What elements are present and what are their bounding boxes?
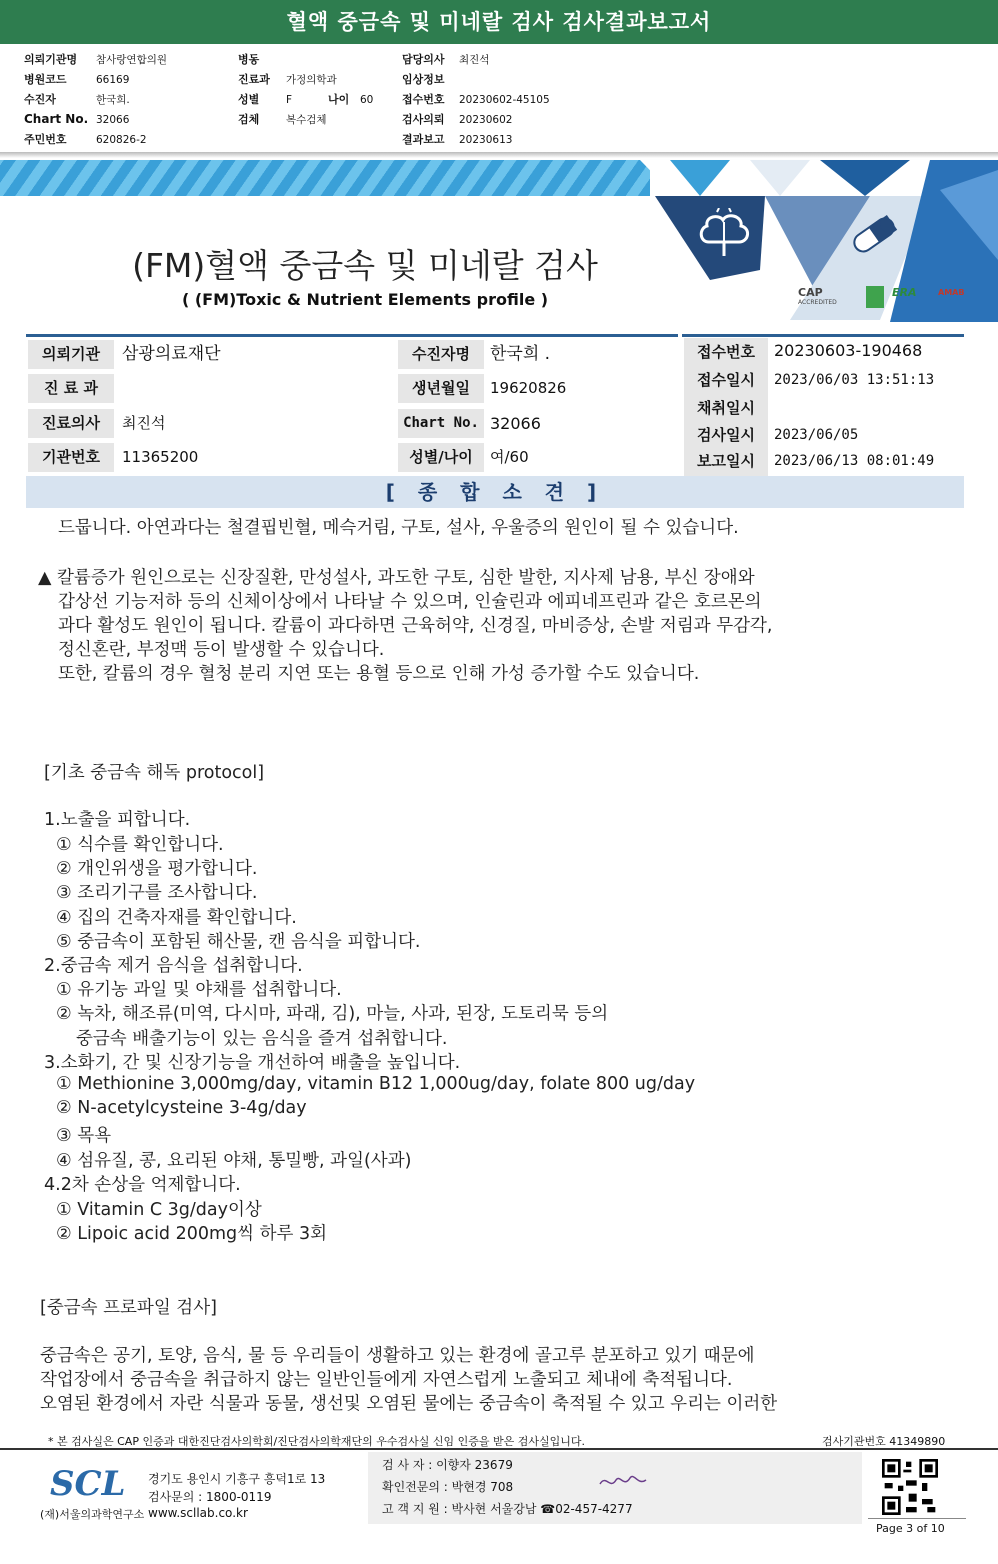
value-report-date: 20230613: [459, 134, 513, 146]
label-receipt-datetime: 접수일시: [684, 366, 768, 395]
body-line: 작업장에서 중금속을 취급하지 않는 일반인들에게 자연스럽게 노출되고 체내에 축적됩니다.: [40, 1370, 733, 1390]
label-patient: 수진자: [24, 93, 56, 106]
report-title: (FM)혈액 중금속 및 미네랄 검사: [132, 246, 598, 285]
era-logo: ERA: [892, 286, 917, 299]
amab-logo: AMAB: [938, 288, 965, 297]
body-line: 2.중금속 제거 음식을 섭취합니다.: [44, 956, 303, 976]
value-chart-no: 32066: [96, 114, 130, 126]
body-line: ② N-acetylcysteine 3-4g/day: [56, 1098, 307, 1118]
scl-logo: SCL: [50, 1464, 126, 1504]
label-chart: Chart No.: [398, 409, 484, 438]
value-receipt-number: 20230603-190468: [774, 341, 923, 360]
top-info-col2: [238, 50, 373, 130]
page-number-rule: [868, 1518, 966, 1519]
body-line: 과다 활성도 원인이 됩니다. 칼륨이 과다하면 근육허약, 신경질, 마비증상, 손발 저림과 무감각,: [58, 616, 773, 636]
label-request-date: 검사의뢰: [402, 113, 445, 126]
cap-logo-text: CAP: [798, 286, 823, 299]
footer-tester: 검 사 자 : 이향자 23679: [382, 1458, 513, 1472]
value-requester: 참사랑연합의원: [96, 54, 168, 66]
value-doctor: 최진석: [459, 54, 490, 66]
value-dept: 가정의학과: [286, 74, 337, 86]
body-line: 중금속 배출기능이 있는 음식을 즐겨 섭취합니다.: [76, 1029, 448, 1049]
report-subtitle: ( (FM)Toxic & Nutrient Elements profile ): [181, 290, 549, 309]
footer-lab-number: 검사기관번호 41349890: [822, 1435, 946, 1448]
body-line: ① Methionine 3,000mg/day, vitamin B12 1,000ug/day, folate 800 ug/day: [56, 1074, 696, 1094]
footer-address: 경기도 용인시 기흥구 흥덕1로 13: [148, 1472, 326, 1486]
section-heading-protocol: [기초 중금속 해독 protocol]: [44, 763, 265, 783]
label-receipt-no: 접수번호: [402, 93, 445, 106]
label-dept: 진료과: [238, 73, 270, 86]
label-dob: 생년월일: [398, 374, 484, 403]
value-patient: 한국희.: [96, 94, 130, 106]
value-request-date: 20230602: [459, 114, 513, 126]
value-patient-name: 한국희 .: [490, 344, 551, 364]
report-banner-title: 혈액 중금속 및 미네랄 검사 검사결과보고서: [0, 0, 998, 44]
footer-org-name: (재)서울의과학연구소: [40, 1508, 145, 1521]
label-doctor: 담당의사: [402, 53, 445, 66]
label-institution-no: 기관번호: [28, 443, 114, 472]
value-sex-age: 여/60: [490, 448, 529, 466]
label-hospital-code: 병원코드: [24, 73, 67, 86]
label-age: 나이: [328, 93, 350, 106]
value-hospital-code: 66169: [96, 74, 130, 86]
body-line: ① Vitamin C 3g/day이상: [56, 1200, 262, 1220]
label-physician: 진료의사: [28, 409, 114, 438]
body-line: 오염된 환경에서 자란 식물과 동물, 생선및 오염된 물에는 중금속이 축적될 수 있고 우리는 이러한: [40, 1394, 778, 1414]
cap-logo: [798, 286, 837, 306]
label-resident-no: 주민번호: [24, 133, 67, 146]
body-line: ③ 목욕: [56, 1126, 112, 1146]
top-info-col1: [24, 50, 167, 150]
cap-logo-sub: ACCREDITED: [798, 299, 837, 306]
page-number: Page 3 of 10: [876, 1522, 945, 1535]
top-info-col3: [402, 50, 550, 150]
footer-confirm-doctor: 확인전문의 : 박현경 708: [382, 1480, 514, 1494]
body-line: ① 식수를 확인합니다.: [56, 835, 224, 855]
label-org: 의뢰기관: [28, 340, 114, 369]
footer-divider: [0, 1448, 998, 1450]
label-sex-age: 성별/나이: [398, 443, 484, 472]
body-line: ④ 집의 건축자재를 확인합니다.: [56, 908, 297, 928]
label-department: 진 료 과: [28, 374, 114, 403]
signature-icon: [598, 1470, 650, 1492]
label-requester: 의뢰기관명: [24, 53, 78, 66]
label-ward: 병동: [238, 53, 260, 66]
value-receipt-datetime: 2023/06/03 13:51:13: [774, 372, 935, 388]
divider-shadow: [0, 152, 998, 158]
value-chart: 32066: [490, 414, 541, 433]
value-receipt-no: 20230602-45105: [459, 94, 550, 106]
label-clinical-info: 임상정보: [402, 73, 445, 86]
capsule-icon: [848, 212, 900, 258]
label-test-datetime: 검사일시: [684, 421, 768, 450]
label-report-date: 결과보고: [402, 133, 445, 146]
decorative-stripes: [0, 160, 650, 196]
body-line: 갑상선 기능저하 등의 신체이상에서 나타날 수 있으며, 인슐린과 에피네프린과 같은 호르몬의: [58, 592, 762, 612]
body-line: ⑤ 중금속이 포함된 해산물, 캔 음식을 피합니다.: [56, 932, 421, 952]
value-specimen: 복수검체: [286, 114, 327, 126]
body-line: ② 개인위생을 평가합니다.: [56, 859, 258, 879]
body-line: ① 유기농 과일 및 야채를 섭취합니다.: [56, 980, 342, 1000]
label-receipt-number: 접수번호: [684, 338, 768, 367]
qr-code-icon: [882, 1459, 938, 1515]
value-org: 삼광의료재단: [122, 344, 221, 364]
table-top-border-left: [26, 334, 678, 337]
label-chart-no: Chart No.: [24, 112, 89, 126]
value-department: [116, 374, 398, 403]
body-line: 3.소화기, 간 및 신장기능을 개선하여 배출을 높입니다.: [44, 1053, 461, 1073]
body-line: ② 녹차, 해조류(미역, 다시마, 파래, 김), 마늘, 사과, 된장, 도토리묵 등의: [56, 1004, 609, 1024]
value-collection-datetime: [768, 394, 964, 423]
value-age: 60: [360, 94, 374, 106]
body-line: 4.2차 손상을 억제합니다.: [44, 1175, 241, 1195]
body-line: 드뭅니다. 아연과다는 철결핍빈혈, 메슥거림, 구토, 설사, 우울증의 원인이 될 수 있습니다.: [58, 518, 739, 538]
value-sex: F: [286, 94, 293, 106]
label-report-datetime: 보고일시: [684, 447, 768, 476]
body-line: ③ 조리기구를 조사합니다.: [56, 883, 258, 903]
summary-title: [ 종 합 소 견 ]: [26, 476, 964, 508]
label-sex: 성별: [238, 93, 260, 106]
footer-support: 고 객 지 원 : 박사현 서울강남 ☎02-457-4277: [382, 1502, 633, 1516]
label-specimen: 검체: [238, 113, 260, 126]
value-report-datetime: 2023/06/13 08:01:49: [774, 453, 935, 469]
body-line: 1.노출을 피합니다.: [44, 810, 191, 830]
value-physician: 최진석: [122, 414, 166, 432]
footer-website[interactable]: www.scllab.co.kr: [148, 1506, 248, 1520]
body-line: 중금속은 공기, 토양, 음식, 물 등 우리들이 생활하고 있는 환경에 골고루 분포하고 있기 때문에: [40, 1346, 755, 1366]
body-line: 정신혼란, 부정맥 등이 발생할 수 있습니다.: [58, 640, 385, 660]
label-patient-name: 수진자명: [398, 340, 484, 369]
section-heading-profile: [중금속 프로파일 검사]: [40, 1298, 217, 1318]
value-institution-no: 11365200: [122, 448, 199, 466]
body-line: ④ 섬유질, 콩, 요리된 야채, 통밀빵, 과일(사과): [56, 1151, 412, 1171]
body-line: 또한, 칼륨의 경우 혈청 분리 지연 또는 용혈 등으로 인해 가성 증가할 수도 있습니다.: [58, 664, 700, 684]
lm-logo-icon: [866, 286, 884, 308]
footer-notice: * 본 검사실은 CAP 인증과 대한진단검사의학회/진단검사의학재단의 우수검사실 신임 인증을 받은 검사실입니다.: [48, 1435, 586, 1448]
label-collection-datetime: 채취일시: [684, 394, 768, 423]
body-line: ▲ 칼륨증가 원인으로는 신장질환, 만성설사, 과도한 구토, 심한 발한, 지사제 남용, 부신 장애와: [38, 568, 755, 588]
value-dob: 19620826: [490, 379, 567, 397]
body-line: ② Lipoic acid 200mg씩 하루 3회: [56, 1224, 328, 1244]
value-resident-no: 620826-2: [96, 134, 147, 146]
footer-phone: 검사문의 : 1800-0119: [148, 1490, 272, 1504]
value-test-datetime: 2023/06/05: [774, 427, 859, 443]
